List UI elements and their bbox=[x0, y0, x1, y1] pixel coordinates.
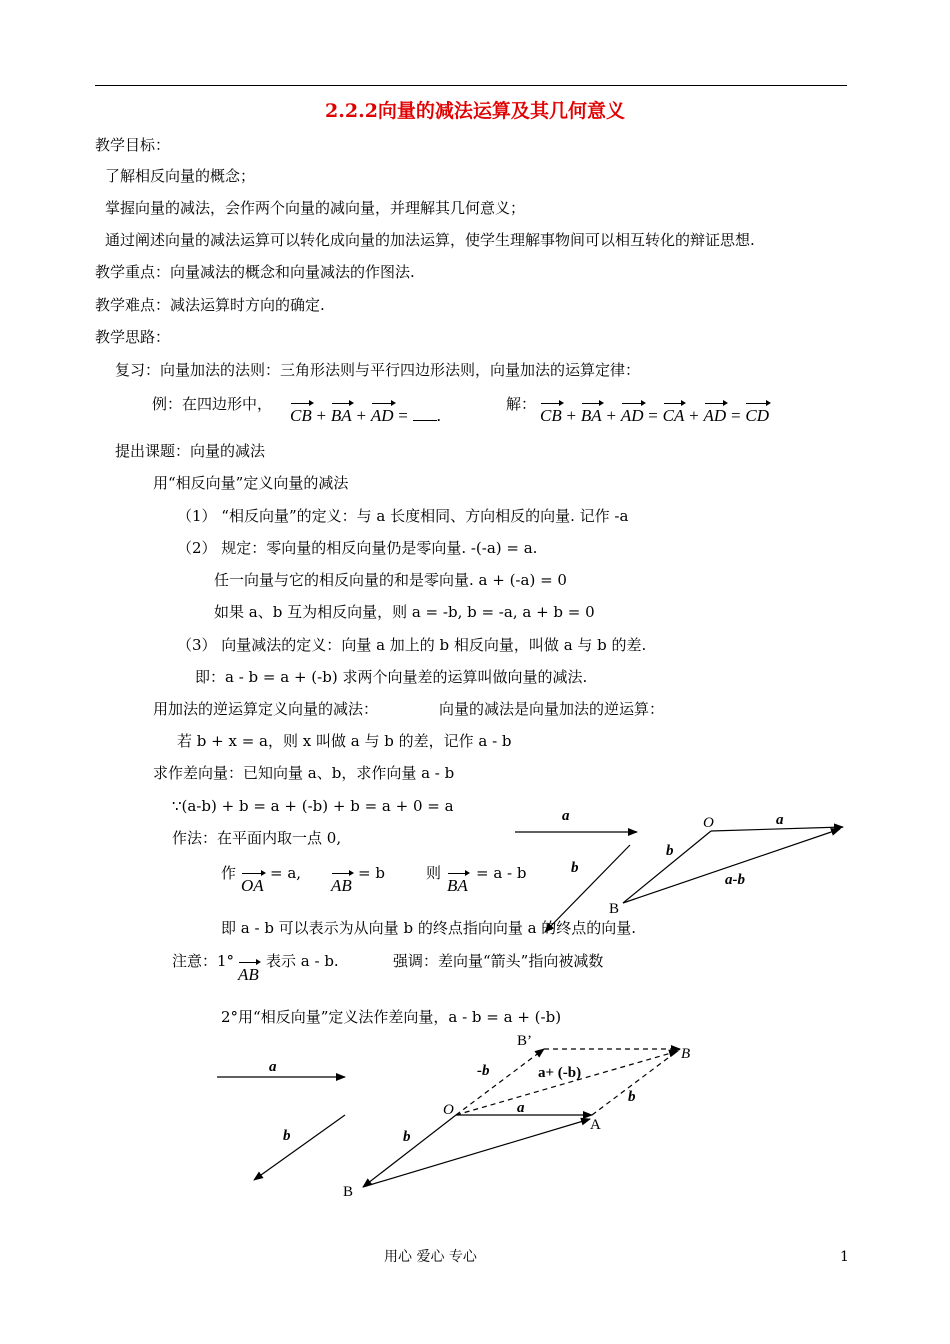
vector-ob-arrow bbox=[363, 1115, 456, 1187]
label-B: B bbox=[681, 1046, 691, 1062]
label-a-minus-b: a-b bbox=[725, 872, 745, 888]
note-emphasis: 强调：差向量“箭头”指向被减数 bbox=[393, 952, 604, 970]
label-b: b bbox=[628, 1089, 636, 1105]
label-b-prime: B’ bbox=[517, 1033, 532, 1049]
label-o: O bbox=[703, 815, 714, 831]
label-b: b bbox=[403, 1129, 411, 1145]
objective-1: 了解相反向量的概念； bbox=[105, 167, 256, 185]
vector-cd: CD bbox=[745, 406, 769, 425]
vector-cb: CB bbox=[540, 406, 562, 425]
label-neg-b: -b bbox=[477, 1063, 490, 1079]
construct-eq-b: = b bbox=[358, 864, 385, 882]
vector-ba-arrow bbox=[363, 1119, 590, 1187]
example-prefix: 例：在四边形中， bbox=[152, 395, 273, 413]
label-o: O bbox=[443, 1102, 454, 1118]
label-b: b bbox=[283, 1128, 291, 1144]
vector-sum-dashed bbox=[456, 1051, 678, 1115]
task-text: 求作差向量：已知向量 a、b，求作向量 a - b bbox=[153, 764, 455, 782]
definition-1: （1） “相反向量”的定义：与 a 长度相同、方向相反的向量. 记作 -a bbox=[177, 507, 629, 525]
objective-3: 通过阐述向量的减法运算可以转化成向量的加法运算，使学生理解事物间可以相互转化的辩证思想. bbox=[105, 231, 755, 249]
method-text: 作法：在平面内取一点 0, bbox=[172, 829, 342, 847]
triangle-ba-arrow bbox=[623, 829, 840, 903]
label-B: B bbox=[343, 1184, 354, 1200]
section-2-line: 若 b + x = a，则 x 叫做 a 与 b 的差，记作 a - b bbox=[177, 732, 512, 750]
vector-ab-dashed bbox=[592, 1049, 680, 1115]
triangle-ob-line bbox=[623, 831, 711, 903]
label-a-plus-neg-b: a+ (-b) bbox=[538, 1065, 582, 1081]
vector-ad: AD bbox=[370, 406, 394, 425]
approach-label: 教学思路： bbox=[95, 328, 171, 346]
note-vector-ab-label: AB bbox=[238, 965, 259, 984]
review-text: 复习：向量加法的法则：三角形法则与平行四边形法则，向量加法的运算定律： bbox=[115, 361, 641, 379]
meaning-text: 即 a - b 可以表示为从向量 b 的终点指向向量 a 的终点的向量. bbox=[221, 919, 637, 937]
plus-sign: + bbox=[356, 406, 367, 425]
period: . bbox=[436, 406, 441, 425]
note-2: 2°用“相反向量”定义法作差向量，a - b = a + (-b) bbox=[221, 1008, 562, 1026]
plus-sign: + bbox=[606, 406, 617, 425]
vector-ba-label: BA bbox=[447, 876, 468, 895]
page-title: 2.2.2向量的减法运算及其几何意义 bbox=[325, 100, 625, 122]
definition-3: （3） 向量减法的定义：向量 a 加上的 b 相反向量，叫做 a 与 b 的差. bbox=[177, 636, 647, 654]
key-point: 教学重点：向量减法的概念和向量减法的作图法. bbox=[95, 263, 415, 281]
label-b: b bbox=[666, 843, 674, 859]
section-1-heading: 用“相反向量”定义向量的减法 bbox=[153, 474, 349, 492]
equals-sign: = bbox=[648, 406, 658, 425]
equals-sign: = bbox=[398, 406, 408, 425]
note-text: 表示 a - b. bbox=[266, 952, 339, 970]
label-a: a bbox=[517, 1100, 525, 1116]
definition-2: （2） 规定：零向量的相反向量仍是零向量. -(-a) = a. bbox=[177, 539, 538, 557]
objectives-label: 教学目标： bbox=[95, 136, 171, 154]
objective-2: 掌握向量的减法，会作两个向量的减向量，并理解其几何意义； bbox=[105, 199, 526, 217]
topic: 提出课题：向量的减法 bbox=[115, 442, 266, 460]
section-2-heading: 用加法的逆运算定义向量的减法： bbox=[153, 700, 379, 718]
footer-text: 用心 爱心 专心 bbox=[384, 1249, 477, 1265]
vector-ad: AD bbox=[703, 406, 727, 425]
vector-ba: BA bbox=[330, 406, 352, 425]
plus-sign: + bbox=[316, 406, 327, 425]
vector-ca: CA bbox=[662, 406, 685, 425]
label-A: A bbox=[590, 1117, 601, 1133]
vector-neg-b-dashed bbox=[456, 1049, 544, 1115]
definition-3b: 即：a - b = a + (-b) 求两个向量差的运算叫做向量的减法. bbox=[195, 668, 588, 686]
figure-2 bbox=[217, 1033, 690, 1200]
equals-sign: = bbox=[731, 406, 741, 425]
construct-zuo: 作 bbox=[221, 864, 237, 882]
label-B: B bbox=[609, 901, 620, 917]
definition-2c: 如果 a、b 互为相反向量，则 a = -b, b = -a, a + b = 0 bbox=[214, 603, 595, 621]
construct-eq-a: = a, bbox=[270, 864, 302, 882]
vector-b-arrow bbox=[545, 845, 630, 932]
vector-ba: BA bbox=[580, 406, 602, 425]
plus-sign: + bbox=[566, 406, 577, 425]
label-a: a bbox=[776, 812, 784, 828]
construct-eq-ab: = a - b bbox=[476, 864, 527, 882]
vector-oa-label: OA bbox=[241, 876, 264, 895]
section-2-note: 向量的减法是向量加法的逆运算： bbox=[439, 700, 665, 718]
solution-prefix: 解： bbox=[506, 395, 537, 413]
label-b: b bbox=[571, 860, 579, 876]
vector-ad: AD bbox=[620, 406, 644, 425]
label-a: a bbox=[562, 808, 570, 824]
plus-sign: + bbox=[689, 406, 699, 425]
definition-2b: 任一向量与它的相反向量的和是零向量. a + (-a) = 0 bbox=[214, 571, 567, 589]
page-number: 1 bbox=[840, 1249, 849, 1265]
figure-1 bbox=[515, 808, 843, 932]
vector-cb: CB bbox=[290, 406, 312, 425]
because-line: ∵(a-b) + b = a + (-b) + b = a + 0 = a bbox=[172, 797, 454, 815]
vector-b-arrow bbox=[254, 1115, 345, 1180]
difficulty: 教学难点：减法运算时方向的确定. bbox=[95, 296, 325, 314]
vector-ab-label: AB bbox=[331, 876, 352, 895]
label-a: a bbox=[269, 1059, 277, 1075]
note-label: 注意：1° bbox=[172, 952, 235, 970]
construct-ze: 则 bbox=[426, 864, 442, 882]
